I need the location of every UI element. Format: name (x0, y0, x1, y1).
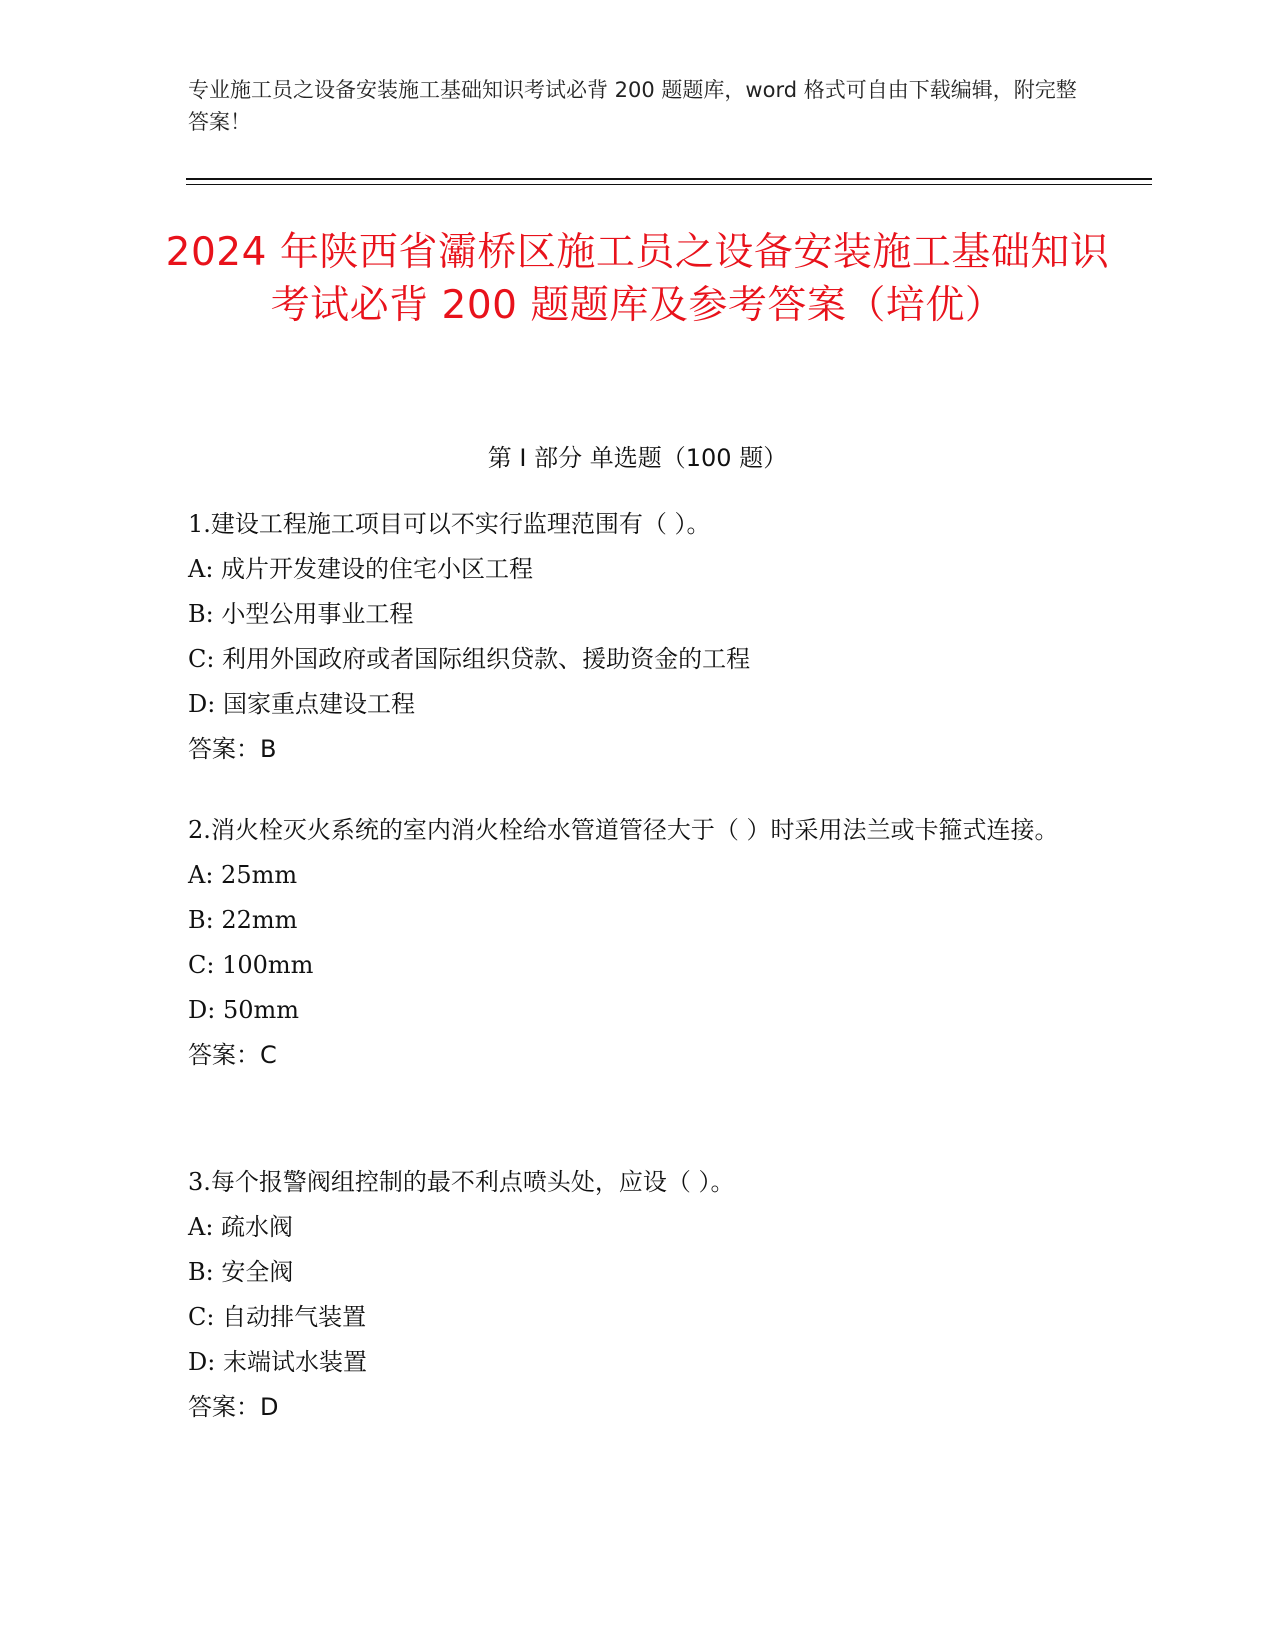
option-c: C: 自动排气装置 (188, 1303, 367, 1331)
header-note: 专业施工员之设备安装施工基础知识考试必背 200 题题库，word 格式可自由下载编辑，附完整答案！ (188, 78, 1077, 134)
question-stem: 1.建设工程施工项目可以不实行监理范围有（ ）。 (188, 510, 711, 538)
header-rule-thin (186, 184, 1152, 185)
answer-label: 答案：B (188, 735, 277, 763)
option-c: C: 利用外国政府或者国际组织贷款、援助资金的工程 (188, 645, 751, 673)
option-a: A: 疏水阀 (188, 1213, 294, 1241)
answer-label: 答案：D (188, 1393, 279, 1421)
question-stem: 3.每个报警阀组控制的最不利点喷头处，应设（ ）。 (188, 1168, 735, 1196)
question-block (188, 1160, 1088, 1430)
header-rule-thick (186, 178, 1152, 180)
option-d: D: 国家重点建设工程 (188, 690, 415, 718)
question-stem: 2.消火栓灭火系统的室内消火栓给水管道管径大于（ ）时采用法兰或卡箍式连接。 (188, 816, 1059, 844)
document-title: 2024 年陕西省灞桥区施工员之设备安装施工基础知识考试必背 200 题题库及参考答案（培优） (165, 230, 1110, 328)
answer-label: 答案：C (188, 1041, 277, 1069)
question-block (188, 808, 1088, 1078)
section-heading: 第 I 部分 单选题（100 题） (487, 444, 788, 472)
option-d: D: 末端试水装置 (188, 1348, 367, 1376)
option-b: B: 安全阀 (188, 1258, 294, 1286)
option-d: D: 50mm (188, 996, 300, 1024)
option-a: A: 成片开发建设的住宅小区工程 (188, 555, 534, 583)
option-c: C: 100mm (188, 951, 314, 979)
question-block (188, 502, 1088, 772)
option-a: A: 25mm (188, 861, 298, 889)
option-b: B: 小型公用事业工程 (188, 600, 414, 628)
option-b: B: 22mm (188, 906, 298, 934)
